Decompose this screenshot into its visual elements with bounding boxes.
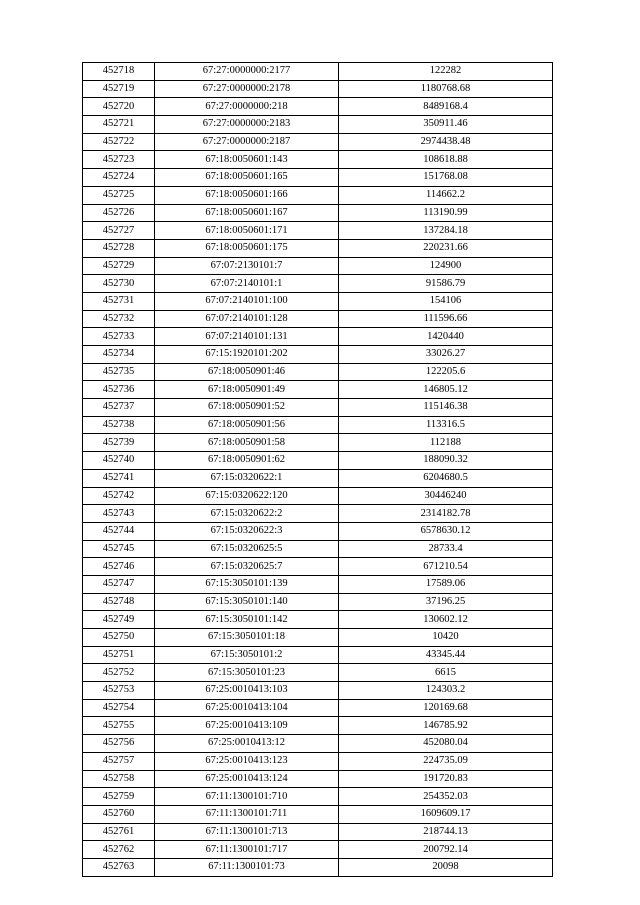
cadastral-value-cell: 122282 [339, 63, 553, 81]
cadastral-number-cell: 67:15:3050101:139 [155, 575, 339, 593]
row-id-cell: 452754 [83, 699, 155, 717]
cadastral-number-cell: 67:15:3050101:142 [155, 611, 339, 629]
row-id-cell: 452720 [83, 98, 155, 116]
cadastral-number-cell: 67:25:0010413:12 [155, 735, 339, 753]
row-id-cell: 452748 [83, 593, 155, 611]
table-row [83, 98, 553, 116]
cadastral-number-cell: 67:18:0050901:62 [155, 452, 339, 470]
table-row [83, 80, 553, 98]
cadastral-value-cell: 28733.4 [339, 540, 553, 558]
cadastral-value-cell: 350911.46 [339, 116, 553, 134]
cadastral-number-cell: 67:18:0050901:58 [155, 434, 339, 452]
row-id-cell: 452755 [83, 717, 155, 735]
cadastral-number-cell: 67:11:1300101:717 [155, 841, 339, 859]
table-row [83, 328, 553, 346]
row-id-cell: 452738 [83, 416, 155, 434]
table-row [83, 469, 553, 487]
cadastral-number-cell: 67:27:0000000:2177 [155, 63, 339, 81]
row-id-cell: 452758 [83, 770, 155, 788]
cadastral-value-cell: 146805.12 [339, 381, 553, 399]
row-id-cell: 452727 [83, 222, 155, 240]
row-id-cell: 452739 [83, 434, 155, 452]
cadastral-value-cell: 218744.13 [339, 823, 553, 841]
row-id-cell: 452736 [83, 381, 155, 399]
cadastral-number-cell: 67:15:3050101:23 [155, 664, 339, 682]
table-row [83, 717, 553, 735]
cadastral-value-cell: 200792.14 [339, 841, 553, 859]
cadastral-number-cell: 67:25:0010413:123 [155, 752, 339, 770]
table-row [83, 416, 553, 434]
table-row [83, 222, 553, 240]
row-id-cell: 452761 [83, 823, 155, 841]
row-id-cell: 452740 [83, 452, 155, 470]
table-row [83, 133, 553, 151]
row-id-cell: 452719 [83, 80, 155, 98]
table-row [83, 151, 553, 169]
row-id-cell: 452730 [83, 275, 155, 293]
cadastral-number-cell: 67:25:0010413:124 [155, 770, 339, 788]
cadastral-number-cell: 67:07:2130101:7 [155, 257, 339, 275]
cadastral-value-cell: 115146.38 [339, 399, 553, 417]
row-id-cell: 452735 [83, 363, 155, 381]
cadastral-value-cell: 2314182.78 [339, 505, 553, 523]
cadastral-number-cell: 67:11:1300101:713 [155, 823, 339, 841]
cadastral-number-cell: 67:18:0050901:52 [155, 399, 339, 417]
table-row [83, 540, 553, 558]
table-row [83, 346, 553, 364]
row-id-cell: 452744 [83, 522, 155, 540]
row-id-cell: 452724 [83, 169, 155, 187]
row-id-cell: 452729 [83, 257, 155, 275]
table-row [83, 275, 553, 293]
cadastral-value-cell: 108618.88 [339, 151, 553, 169]
cadastral-value-cell: 111596.66 [339, 310, 553, 328]
table-row [83, 310, 553, 328]
row-id-cell: 452752 [83, 664, 155, 682]
cadastral-number-cell: 67:15:3050101:2 [155, 646, 339, 664]
cadastral-value-cell: 91586.79 [339, 275, 553, 293]
cadastral-value-cell: 37196.25 [339, 593, 553, 611]
cadastral-number-cell: 67:15:0320625:5 [155, 540, 339, 558]
row-id-cell: 452721 [83, 116, 155, 134]
cadastral-number-cell: 67:27:0000000:2187 [155, 133, 339, 151]
cadastral-number-cell: 67:07:2140101:128 [155, 310, 339, 328]
row-id-cell: 452753 [83, 682, 155, 700]
cadastral-value-cell: 43345.44 [339, 646, 553, 664]
cadastral-value-cell: 6578630.12 [339, 522, 553, 540]
table-row [83, 735, 553, 753]
cadastral-value-cell: 1420440 [339, 328, 553, 346]
table-row [83, 399, 553, 417]
table-row [83, 505, 553, 523]
cadastral-number-cell: 67:25:0010413:103 [155, 682, 339, 700]
row-id-cell: 452741 [83, 469, 155, 487]
cadastral-number-cell: 67:25:0010413:109 [155, 717, 339, 735]
table-row [83, 239, 553, 257]
cadastral-number-cell: 67:18:0050601:143 [155, 151, 339, 169]
cadastral-value-cell: 146785.92 [339, 717, 553, 735]
cadastral-number-cell: 67:18:0050901:56 [155, 416, 339, 434]
cadastral-number-cell: 67:15:0320625:7 [155, 558, 339, 576]
cadastral-number-cell: 67:27:0000000:218 [155, 98, 339, 116]
cadastral-number-cell: 67:18:0050601:166 [155, 186, 339, 204]
row-id-cell: 452742 [83, 487, 155, 505]
cadastral-number-cell: 67:27:0000000:2183 [155, 116, 339, 134]
table-row [83, 292, 553, 310]
cadastral-value-cell: 10420 [339, 629, 553, 647]
cadastral-number-cell: 67:07:2140101:1 [155, 275, 339, 293]
table-row [83, 841, 553, 859]
cadastral-number-cell: 67:07:2140101:100 [155, 292, 339, 310]
cadastral-value-cell: 1609609.17 [339, 805, 553, 823]
row-id-cell: 452747 [83, 575, 155, 593]
cadastral-number-cell: 67:11:1300101:73 [155, 858, 339, 876]
table-row [83, 858, 553, 876]
table-row [83, 788, 553, 806]
cadastral-number-cell: 67:18:0050901:49 [155, 381, 339, 399]
cadastral-number-cell: 67:15:0320622:3 [155, 522, 339, 540]
table-row [83, 381, 553, 399]
cadastral-number-cell: 67:18:0050601:165 [155, 169, 339, 187]
row-id-cell: 452760 [83, 805, 155, 823]
table-row [83, 116, 553, 134]
cadastral-value-cell: 130602.12 [339, 611, 553, 629]
cadastral-value-cell: 124900 [339, 257, 553, 275]
cadastral-number-cell: 67:18:0050601:175 [155, 239, 339, 257]
cadastral-number-cell: 67:15:0320622:1 [155, 469, 339, 487]
cadastral-number-cell: 67:27:0000000:2178 [155, 80, 339, 98]
cadastral-value-cell: 8489168.4 [339, 98, 553, 116]
row-id-cell: 452722 [83, 133, 155, 151]
cadastral-number-cell: 67:15:0320622:120 [155, 487, 339, 505]
table-row [83, 646, 553, 664]
table-row [83, 63, 553, 81]
table-row [83, 611, 553, 629]
table-row [83, 434, 553, 452]
table-row [83, 522, 553, 540]
table-row [83, 558, 553, 576]
row-id-cell: 452733 [83, 328, 155, 346]
cadastral-value-table [82, 62, 553, 877]
table-row [83, 682, 553, 700]
table-body [83, 63, 553, 877]
cadastral-value-cell: 113190.99 [339, 204, 553, 222]
cadastral-value-cell: 137284.18 [339, 222, 553, 240]
cadastral-number-cell: 67:18:0050601:167 [155, 204, 339, 222]
row-id-cell: 452731 [83, 292, 155, 310]
table-row [83, 823, 553, 841]
table-row [83, 770, 553, 788]
cadastral-number-cell: 67:11:1300101:710 [155, 788, 339, 806]
table-row [83, 363, 553, 381]
row-id-cell: 452756 [83, 735, 155, 753]
cadastral-number-cell: 67:15:3050101:140 [155, 593, 339, 611]
cadastral-value-cell: 20098 [339, 858, 553, 876]
cadastral-value-cell: 113316.5 [339, 416, 553, 434]
table-row [83, 487, 553, 505]
cadastral-value-cell: 220231.66 [339, 239, 553, 257]
cadastral-value-cell: 33026.27 [339, 346, 553, 364]
cadastral-value-cell: 6204680.5 [339, 469, 553, 487]
table-row [83, 169, 553, 187]
row-id-cell: 452732 [83, 310, 155, 328]
table-row [83, 629, 553, 647]
cadastral-number-cell: 67:18:0050901:46 [155, 363, 339, 381]
cadastral-value-cell: 154106 [339, 292, 553, 310]
cadastral-value-cell: 224735.09 [339, 752, 553, 770]
cadastral-number-cell: 67:11:1300101:711 [155, 805, 339, 823]
row-id-cell: 452725 [83, 186, 155, 204]
cadastral-number-cell: 67:07:2140101:131 [155, 328, 339, 346]
table-row [83, 805, 553, 823]
cadastral-number-cell: 67:15:1920101:202 [155, 346, 339, 364]
row-id-cell: 452743 [83, 505, 155, 523]
cadastral-value-cell: 452080.04 [339, 735, 553, 753]
row-id-cell: 452750 [83, 629, 155, 647]
cadastral-value-cell: 17589.06 [339, 575, 553, 593]
table-row [83, 752, 553, 770]
cadastral-number-cell: 67:15:3050101:18 [155, 629, 339, 647]
row-id-cell: 452726 [83, 204, 155, 222]
row-id-cell: 452749 [83, 611, 155, 629]
row-id-cell: 452718 [83, 63, 155, 81]
cadastral-value-cell: 114662.2 [339, 186, 553, 204]
cadastral-value-cell: 120169.68 [339, 699, 553, 717]
cadastral-value-cell: 671210.54 [339, 558, 553, 576]
row-id-cell: 452737 [83, 399, 155, 417]
table-row [83, 257, 553, 275]
cadastral-value-cell: 122205.6 [339, 363, 553, 381]
cadastral-number-cell: 67:25:0010413:104 [155, 699, 339, 717]
cadastral-number-cell: 67:15:0320622:2 [155, 505, 339, 523]
row-id-cell: 452762 [83, 841, 155, 859]
row-id-cell: 452723 [83, 151, 155, 169]
table-row [83, 593, 553, 611]
row-id-cell: 452728 [83, 239, 155, 257]
row-id-cell: 452751 [83, 646, 155, 664]
cadastral-value-cell: 1180768.68 [339, 80, 553, 98]
row-id-cell: 452745 [83, 540, 155, 558]
cadastral-value-cell: 2974438.48 [339, 133, 553, 151]
row-id-cell: 452757 [83, 752, 155, 770]
cadastral-value-cell: 191720.83 [339, 770, 553, 788]
row-id-cell: 452763 [83, 858, 155, 876]
cadastral-value-cell: 254352.03 [339, 788, 553, 806]
row-id-cell: 452734 [83, 346, 155, 364]
table-row [83, 452, 553, 470]
cadastral-value-cell: 151768.08 [339, 169, 553, 187]
cadastral-value-cell: 188090.32 [339, 452, 553, 470]
table-row [83, 699, 553, 717]
table-row [83, 664, 553, 682]
table-row [83, 575, 553, 593]
cadastral-value-cell: 30446240 [339, 487, 553, 505]
table-row [83, 186, 553, 204]
row-id-cell: 452759 [83, 788, 155, 806]
row-id-cell: 452746 [83, 558, 155, 576]
cadastral-value-cell: 124303.2 [339, 682, 553, 700]
cadastral-value-cell: 6615 [339, 664, 553, 682]
cadastral-value-cell: 112188 [339, 434, 553, 452]
table-row [83, 204, 553, 222]
cadastral-number-cell: 67:18:0050601:171 [155, 222, 339, 240]
